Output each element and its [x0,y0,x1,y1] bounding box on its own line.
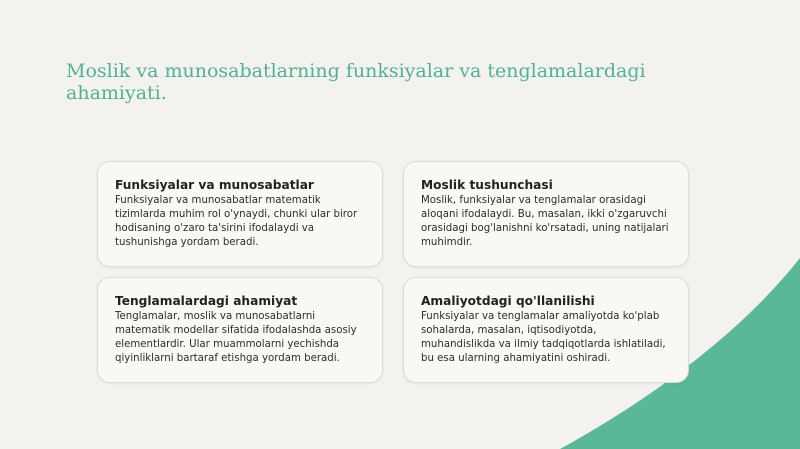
card-functions-relations [97,161,383,267]
card-title: Funksiyalar va munosabatlar [115,178,314,192]
card-correspondence-concept [403,161,689,267]
card-body: Funksiyalar va tenglamalar amaliyotda ko'plab sohalarda, masalan, iqtisodiyotda, muhandislikda va ilmiy tadqiqotlarda ishlatiladi, bu esa ularning ahamiyatini oshiradi. [421,311,666,364]
card-practical-application [403,277,689,383]
card-body: Funksiyalar va munosabatlar matematik tizimlarda muhim rol o'ynaydi, chunki ular biror hodisaning o'zaro ta'sirini ifodalaydi va tushunishga yordam beradi. [115,195,358,248]
card-equations-importance [97,277,383,383]
card-body: Tenglamalar, moslik va munosabatlarni matematik modellar sifatida ifodalashda asosiy elementlardir. Ular muammolarni yechishda qiyinliklarni bartaraf etishga yordam beradi. [115,311,357,364]
card-title: Moslik tushunchasi [421,178,553,192]
card-body: Moslik, funksiyalar va tenglamalar orasidagi aloqani ifodalaydi. Bu, masalan, ikki o'zgaruvchi orasidagi bog'lanishni ko'rsatadi, uning natijalari muhimdir. [421,195,669,248]
slide-title: Moslik va munosabatlarning funksiyalar va tenglamalardagi ahamiyati. [66,60,646,104]
card-title: Amaliyotdagi qo'llanilishi [421,294,595,308]
card-title: Tenglamalardagi ahamiyat [115,294,298,308]
